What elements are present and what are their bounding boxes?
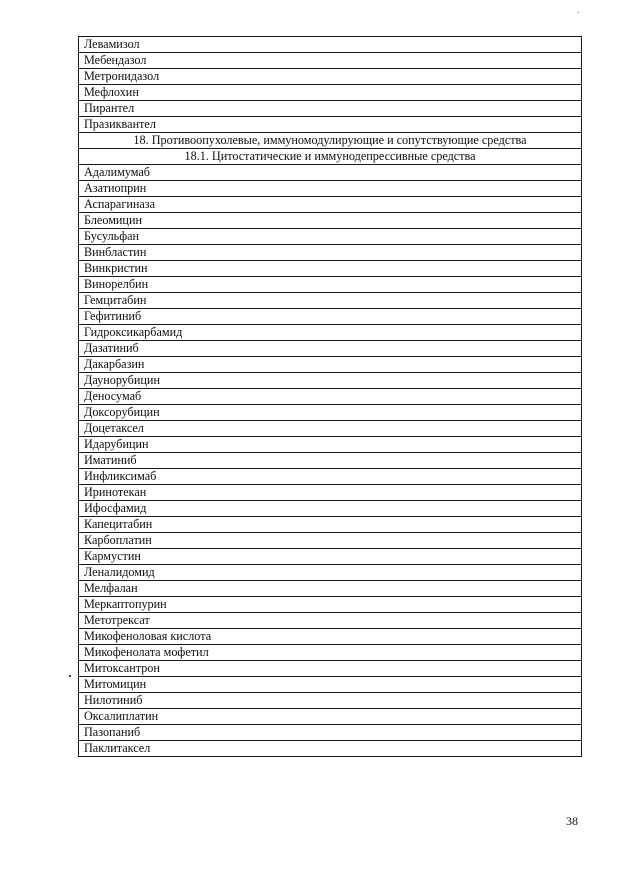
page-number: 38 bbox=[566, 814, 578, 828]
table-row: Меркаптопурин bbox=[79, 597, 581, 613]
table-row: Паклитаксел bbox=[79, 741, 581, 757]
table-row: Азатиоприн bbox=[79, 181, 581, 197]
table-row: Микофеноловая кислота bbox=[79, 629, 581, 645]
table-row: Винбластин bbox=[79, 245, 581, 261]
table-row: Мебендазол bbox=[79, 53, 581, 69]
table-row: Нилотиниб bbox=[79, 693, 581, 709]
table-row: Дакарбазин bbox=[79, 357, 581, 373]
table-row: Метотрексат bbox=[79, 613, 581, 629]
table-row: Пирантел bbox=[79, 101, 581, 117]
table-row: Капецитабин bbox=[79, 517, 581, 533]
table-row: Карбоплатин bbox=[79, 533, 581, 549]
table-row: Доцетаксел bbox=[79, 421, 581, 437]
table-row: Бусульфан bbox=[79, 229, 581, 245]
margin-mark bbox=[69, 675, 71, 677]
table-row: Блеомицин bbox=[79, 213, 581, 229]
table-row: Леналидомид bbox=[79, 565, 581, 581]
table-row: Гидроксикарбамид bbox=[79, 325, 581, 341]
table-row: Празиквантел bbox=[79, 117, 581, 133]
section-heading: 18. Противоопухолевые, иммуномодулирующие и сопутствующие средства bbox=[79, 133, 581, 149]
table-row: Метронидазол bbox=[79, 69, 581, 85]
table-row: Иматиниб bbox=[79, 453, 581, 469]
subsection-heading: 18.1. Цитостатические и иммунодепрессивные средства bbox=[79, 149, 581, 165]
scan-speck bbox=[578, 12, 579, 13]
table-row: Ифосфамид bbox=[79, 501, 581, 517]
drug-list-table bbox=[78, 36, 582, 757]
table-row: Доксорубицин bbox=[79, 405, 581, 421]
table-row: Митоксантрон bbox=[79, 661, 581, 677]
table-row: Аспарагиназа bbox=[79, 197, 581, 213]
table-rows-before bbox=[79, 37, 581, 133]
table-row: Гефитиниб bbox=[79, 309, 581, 325]
table-row: Митомицин bbox=[79, 677, 581, 693]
table-row: Адалимумаб bbox=[79, 165, 581, 181]
table-row: Иринотекан bbox=[79, 485, 581, 501]
table-row: Даунорубицин bbox=[79, 373, 581, 389]
table-row: Винорелбин bbox=[79, 277, 581, 293]
table-row: Винкристин bbox=[79, 261, 581, 277]
table-row: Гемцитабин bbox=[79, 293, 581, 309]
table-row: Инфликсимаб bbox=[79, 469, 581, 485]
table-row: Мелфалан bbox=[79, 581, 581, 597]
table-row: Дазатиниб bbox=[79, 341, 581, 357]
table-row: Мефлохин bbox=[79, 85, 581, 101]
table-row: Идарубицин bbox=[79, 437, 581, 453]
table-row: Деносумаб bbox=[79, 389, 581, 405]
table-rows-after bbox=[79, 165, 581, 757]
table-row: Кармустин bbox=[79, 549, 581, 565]
table-row: Оксалиплатин bbox=[79, 709, 581, 725]
table-row: Левамизол bbox=[79, 37, 581, 53]
table-row: Микофенолата мофетил bbox=[79, 645, 581, 661]
table-row: Пазопаниб bbox=[79, 725, 581, 741]
